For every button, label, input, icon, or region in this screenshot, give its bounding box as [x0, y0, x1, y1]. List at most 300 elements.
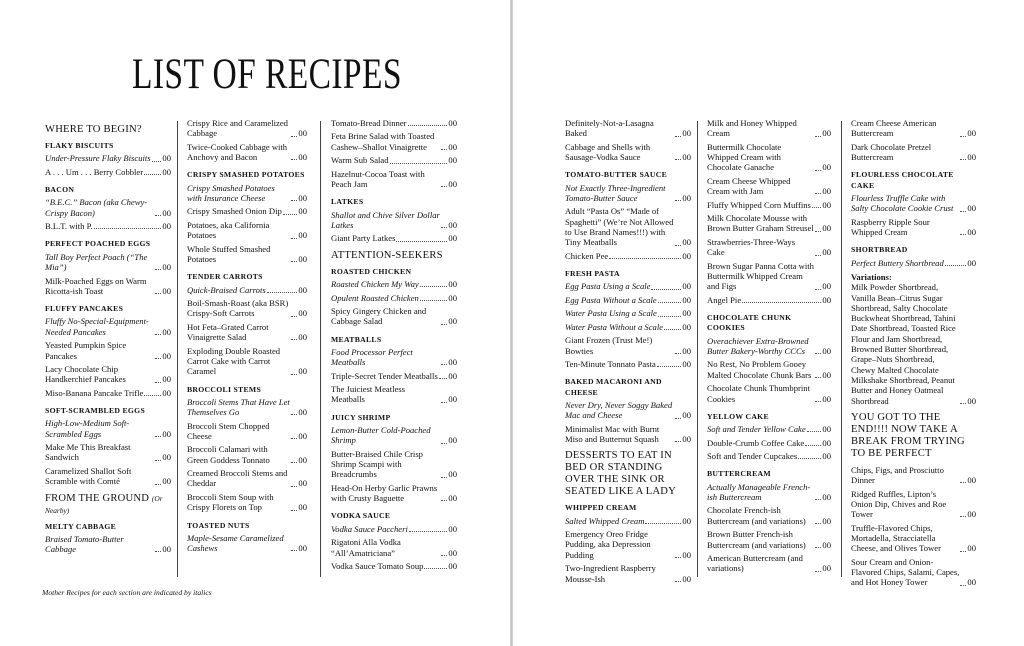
page-number: 00 [682, 250, 691, 261]
recipe-name: A . . . Um . . . Berry Cobbler [45, 166, 144, 177]
recipe-name: Giant Frozen (Trust Me!) Bowties [565, 335, 653, 356]
recipe-group-heading: SHORTBREAD [851, 245, 908, 255]
dot-leader [805, 445, 821, 446]
page-number: 00 [162, 544, 171, 555]
dot-leader [291, 316, 297, 317]
recipe-entry [45, 388, 171, 398]
recipe-name: Caramelized Shallot Soft Scramble with Comté [45, 465, 132, 487]
recipe-entry [707, 176, 831, 197]
column-divider [697, 121, 698, 577]
page-number: 00 [448, 394, 457, 405]
dot-leader [960, 211, 966, 212]
page-number: 00 [822, 223, 831, 234]
recipe-name: American Buttercream (and variations) [707, 553, 803, 574]
recipe-group-heading: BROCCOLI STEMS [187, 384, 262, 394]
dot-leader [155, 215, 161, 216]
page-number: 00 [967, 509, 976, 520]
dot-leader [155, 436, 161, 437]
recipe-group-heading: MELTY CABBAGE [45, 521, 117, 531]
recipe-entry [707, 261, 831, 292]
dot-leader [815, 289, 821, 290]
footnote: Mother Recipes for each section are indicated by italics [42, 588, 212, 597]
dot-leader [675, 159, 681, 160]
page-number: 00 [682, 549, 691, 560]
page-number: 00 [162, 326, 171, 337]
recipe-entry [851, 523, 976, 554]
recipe-entry [565, 424, 691, 445]
recipe-name: Strawberries-Three-Ways Cake [707, 236, 796, 258]
page-number: 00 [448, 469, 457, 480]
recipe-name: Whole Stuffed Smashed Potatoes [187, 243, 271, 265]
page-number: 00 [682, 308, 691, 319]
dot-leader [291, 510, 297, 511]
dot-leader [291, 136, 297, 137]
page-number: 00 [822, 369, 831, 380]
recipe-name: Tomato-Bread Dinner [331, 118, 407, 128]
recipe-group-heading: PERFECT POACHED EGGS [45, 239, 151, 249]
dot-leader [441, 500, 447, 501]
recipe-entry [187, 220, 307, 241]
recipe-entry [187, 468, 307, 489]
page-number: 00 [967, 475, 976, 486]
recipe-entry [851, 118, 976, 139]
column-divider [320, 121, 321, 577]
recipe-name: Double-Crumb Coffee Cake [707, 437, 805, 448]
recipe-name: Chocolate French-ish Buttercream (and variations) [707, 505, 806, 526]
dot-leader [960, 585, 966, 586]
recipe-name: Definitely-Not-a-Lasagna Baked [565, 118, 654, 139]
recipe-name: Feta Brine Salad with Toasted Cashew–Shallot Vinaigrette [331, 131, 435, 152]
recipe-entry [565, 516, 691, 526]
recipe-entry [331, 293, 457, 303]
page-number: 00 [298, 254, 307, 265]
recipe-name: Water Pasta Using a Scale [565, 308, 657, 319]
recipe-name: Sour Cream and Onion-Flavored Chips, Salami, Capes, and Hot Honey Tower [851, 556, 960, 588]
dot-leader [798, 458, 821, 459]
page-number: 00 [822, 186, 831, 197]
page-number: 00 [298, 230, 307, 241]
dot-leader [815, 499, 821, 500]
dot-leader [390, 163, 448, 164]
recipe-name: Fluffy Whipped Corn Muffins [707, 199, 811, 210]
recipe-name: Broccoli Stem Chopped Cheese [187, 420, 270, 441]
dot-leader [651, 289, 681, 290]
recipe-entry [331, 210, 457, 231]
recipe-entry [565, 563, 691, 584]
page-number: 00 [298, 407, 307, 418]
recipe-name: Under-Pressure Flaky Biscuits [45, 153, 151, 164]
dot-leader [815, 170, 821, 171]
page-number: 00 [162, 285, 171, 296]
dot-leader [291, 414, 297, 415]
recipe-column [187, 118, 307, 557]
page-number: 00 [162, 374, 171, 385]
recipe-group-heading: CRISPY SMASHED POTATOES [187, 170, 305, 180]
page-number: 00 [822, 128, 831, 139]
dot-leader [675, 136, 681, 137]
dot-leader [441, 186, 447, 187]
recipe-name: Water Pasta Without a Scale [565, 321, 664, 332]
recipe-column [707, 118, 831, 577]
dot-leader [657, 366, 682, 367]
page-number: 00 [448, 219, 457, 230]
dot-leader [815, 136, 821, 137]
page-number: 00 [967, 128, 976, 139]
recipe-entry [331, 169, 457, 190]
recipe-name: Hazelnut-Cocoa Toast with Peach Jam [331, 168, 425, 190]
page-number: 00 [682, 434, 691, 445]
dot-leader [155, 269, 161, 270]
section-heading: FROM THE GROUND (Or Nearby) [45, 492, 163, 515]
recipe-name: Milk and Honey Whipped Cream [707, 118, 797, 139]
dot-leader [609, 258, 681, 259]
page-number: 00 [162, 153, 171, 164]
recipe-name: Truffle-Flavored Chips, Mortadella, Stracciatella Cheese, and Olives Tower [851, 522, 941, 554]
page-number: 00 [822, 162, 831, 173]
dot-leader [155, 460, 161, 461]
recipe-entry [565, 529, 691, 560]
recipe-name: Hot Feta–Grated Carrot Vinaigrette Salad [187, 321, 269, 343]
recipe-entry [851, 282, 976, 406]
recipe-entry [331, 384, 457, 405]
recipe-name: Crispy Smashed Potatoes with Insurance Cheese [187, 182, 275, 203]
column-divider [841, 121, 842, 577]
page-number: 00 [448, 155, 457, 166]
page-number: 00 [967, 395, 976, 406]
recipe-name: Butter-Braised Chile Crisp Shrimp Scampi with Breadcrumbs [331, 448, 423, 480]
dot-leader [675, 200, 681, 201]
page-number: 00 [448, 561, 457, 572]
dot-leader [291, 261, 297, 262]
page-number: 00 [967, 257, 976, 268]
recipe-group-heading: TENDER CARROTS [187, 272, 263, 282]
dot-leader [144, 395, 161, 396]
recipe-name: Flourless Truffle Cake with Salty Chocolate Cookie Crust [851, 192, 954, 214]
dot-leader [960, 516, 966, 517]
left-page [0, 0, 511, 646]
recipe-entry [331, 233, 457, 243]
page-number: 00 [822, 294, 831, 305]
recipe-entry [45, 466, 171, 487]
recipe-name: Chips, Figs, and Prosciutto Dinner [851, 464, 944, 486]
page-number: 00 [967, 577, 976, 588]
dot-leader [675, 353, 681, 354]
dot-leader [815, 377, 821, 378]
recipe-name: Overachiever Extra-Browned Butter Bakery-Worthy CCCs [707, 335, 809, 356]
recipe-name: Soft and Tender Yellow Cake [707, 424, 806, 435]
page-number: 00 [162, 452, 171, 463]
recipe-name: Cabbage and Shells with Sausage-Vodka Sauce [565, 141, 651, 163]
page-title: LIST OF RECIPES [132, 51, 402, 98]
recipe-name: High-Low-Medium Soft-Scrambled Eggs [45, 418, 130, 439]
recipe-name: Egg Pasta Using a Scale [565, 281, 651, 292]
recipe-name: Salted Whipped Cream [565, 515, 645, 526]
recipe-name: Ridged Ruffles, Lipton’s Onion Dip, Chives and Roe Tower [851, 488, 947, 520]
recipe-entry [331, 279, 457, 289]
recipe-column [45, 118, 171, 558]
recipe-name: Vodka Sauce Tomato Soup [331, 561, 424, 572]
page-number: 00 [967, 227, 976, 238]
dot-leader [815, 255, 821, 256]
recipe-entry [707, 142, 831, 173]
dot-leader [155, 551, 161, 552]
dot-leader [815, 571, 821, 572]
recipe-group-heading: BACON [45, 185, 75, 195]
recipe-entry [331, 561, 457, 571]
recipe-group-heading: TOASTED NUTS [187, 520, 250, 530]
recipe-name: Braised Tomato-Butter Cabbage [45, 533, 124, 555]
dot-leader [815, 523, 821, 524]
recipe-entry [187, 285, 307, 295]
recipe-entry [565, 400, 691, 421]
recipe-entry [45, 221, 171, 231]
dot-leader [945, 265, 967, 266]
recipe-entry [565, 206, 691, 247]
dot-leader [441, 477, 447, 478]
dot-leader [144, 174, 161, 175]
page-number: 00 [162, 476, 171, 487]
section-heading: ATTENTION-SEEKERS [331, 249, 443, 261]
recipe-entry [565, 295, 691, 305]
section-heading: DESSERTS TO EAT IN BED OR STANDING OVER THE SINK OR SEATED LIKE A LADY [565, 450, 676, 498]
dot-leader [441, 555, 447, 556]
dot-leader [291, 438, 297, 439]
recipe-entry [45, 534, 171, 555]
recipe-entry [331, 347, 457, 368]
recipe-name: Actually Manageable French-ish Buttercream [707, 481, 811, 502]
recipe-entry [331, 131, 457, 152]
page-number: 00 [162, 221, 171, 232]
recipe-entry [45, 340, 171, 361]
recipe-name: Crispy Rice and Caramelized Cabbage [187, 118, 288, 139]
recipe-entry [707, 482, 831, 503]
recipe-name: Crispy Smashed Onion Dip [187, 206, 282, 217]
recipe-name: Chocolate Chunk Thumbprint Cookies [707, 383, 810, 404]
page-number: 00 [448, 493, 457, 504]
recipe-entry [707, 553, 831, 574]
recipe-name: Food Processor Perfect Meatballs [331, 346, 413, 368]
recipe-name: Adult “Pasta Os” “Made of Spaghetti” (We’re Not Allowed to Use Brand Names!!!) with Tiny Meatballs [565, 206, 674, 248]
recipe-name: Tall Boy Perfect Poach (“The Mia”) [45, 251, 148, 273]
recipe-entry [851, 465, 976, 486]
page-number: 00 [822, 424, 831, 435]
page-number: 00 [682, 410, 691, 421]
recipe-entry [45, 252, 171, 273]
recipe-name: Angel Pie [707, 294, 742, 305]
dot-leader [155, 334, 161, 335]
page-number: 00 [162, 207, 171, 218]
dot-leader [441, 364, 447, 365]
recipe-name: Creamed Broccoli Stems and Cheddar [187, 468, 288, 489]
recipe-name: Broccoli Calamari with Green Goddess Tonnato [187, 444, 270, 465]
recipe-entry [187, 444, 307, 465]
recipe-name: Egg Pasta Without a Scale [565, 294, 657, 305]
right-page [513, 0, 1024, 646]
recipe-entry [851, 193, 976, 214]
page-number: 00 [448, 316, 457, 327]
dot-leader [441, 402, 447, 403]
recipe-name: Cream Cheese American Buttercream [851, 118, 937, 139]
page-number: 00 [822, 393, 831, 404]
page-number: 00 [967, 203, 976, 214]
page-number: 00 [448, 547, 457, 558]
section-heading: YOU GOT TO THE END!!!! NOW TAKE A BREAK FROM TRYING TO BE PERFECT [851, 411, 965, 459]
page-number: 00 [448, 523, 457, 534]
dot-leader [960, 403, 966, 404]
dot-leader [155, 382, 161, 383]
recipe-group-heading: YELLOW CAKE [707, 411, 769, 421]
recipe-entry [187, 322, 307, 343]
dot-leader [815, 547, 821, 548]
page-number: 00 [682, 281, 691, 292]
recipe-entry [187, 142, 307, 163]
recipe-entry [187, 397, 307, 418]
recipe-entry [707, 213, 831, 234]
dot-leader [441, 443, 447, 444]
page-number: 00 [822, 563, 831, 574]
recipe-name: B.L.T. with P. [45, 221, 93, 232]
recipe-entry [331, 524, 457, 534]
recipe-entry [45, 153, 171, 163]
dot-leader [291, 200, 297, 201]
dot-leader [658, 316, 682, 317]
dot-leader [960, 482, 966, 483]
page-number: 00 [448, 179, 457, 190]
recipe-name: Miso-Banana Pancake Trifle [45, 387, 144, 398]
page-number: 00 [682, 321, 691, 332]
recipe-name: Lacy Chocolate Chip Handkerchief Pancakes [45, 363, 126, 385]
page-number: 00 [298, 192, 307, 203]
recipe-entry [187, 183, 307, 204]
recipe-entry [45, 167, 171, 177]
recipe-name: Lemon-Butter Cold-Poached Shrimp [331, 425, 431, 446]
recipe-entry [331, 371, 457, 381]
recipe-entry [187, 346, 307, 377]
recipe-entry [707, 424, 831, 434]
page-number: 00 [298, 332, 307, 343]
page-number: 00 [448, 141, 457, 152]
dot-leader [960, 159, 966, 160]
dot-leader [420, 300, 448, 301]
recipe-group-heading: TOMATO-BUTTER SAUCE [565, 170, 668, 180]
page-number: 00 [298, 206, 307, 217]
page-number: 00 [298, 284, 307, 295]
recipe-entry [565, 118, 691, 139]
recipe-entry [45, 364, 171, 385]
recipe-name: Shallot and Chive Silver Dollar Latkes [331, 209, 440, 230]
dot-leader [815, 193, 821, 194]
recipe-entry [851, 489, 976, 520]
recipe-name: Brown Sugar Panna Cotta with Buttermilk Whipped Cream and Figs [707, 260, 814, 292]
dot-leader [94, 228, 162, 229]
dot-leader [441, 324, 447, 325]
page-number: 00 [682, 152, 691, 163]
recipe-entry [45, 197, 171, 218]
page-number: 00 [448, 435, 457, 446]
dot-leader [424, 568, 447, 569]
recipe-group-heading: BAKED MACARONI AND CHEESE [565, 377, 662, 397]
recipe-entry [707, 529, 831, 550]
page-number: 00 [822, 451, 831, 462]
recipe-name: Head-On Herby Garlic Prawns with Crusty Baguette [331, 482, 438, 504]
recipe-name: Twice-Cooked Cabbage with Anchovy and Bacon [187, 141, 288, 163]
recipe-entry [707, 237, 831, 258]
page-number: 00 [448, 357, 457, 368]
dot-leader [441, 149, 447, 150]
page-number: 00 [822, 437, 831, 448]
dot-leader [675, 557, 681, 558]
dot-leader [815, 231, 821, 232]
dot-leader [675, 245, 681, 246]
recipe-group-heading: JUICY SHRIMP [331, 412, 391, 422]
recipe-name: Triple-Secret Tender Meatballs [331, 370, 438, 381]
dot-leader [291, 374, 297, 375]
page-number: 00 [682, 573, 691, 584]
recipe-name: Milk Chocolate Mousse with Brown Butter Graham Streusel [707, 213, 814, 234]
recipe-entry [45, 442, 171, 463]
recipe-entry [707, 505, 831, 526]
variations-label: Variations: [851, 271, 892, 282]
recipe-name: Exploding Double Roasted Carrot Cake with Carrot Caramel [187, 345, 281, 377]
dot-leader [267, 292, 298, 293]
recipe-name: Potatoes, aka California Potatoes [187, 219, 270, 241]
recipe-name: Broccoli Stem Soup with Crispy Florets on Top [187, 491, 274, 513]
recipe-entry [45, 276, 171, 297]
dot-leader [815, 401, 821, 402]
recipe-name: Never Dry, Never Soggy Baked Mac and Cheese [565, 400, 673, 421]
dot-leader [675, 441, 681, 442]
page-number: 00 [298, 502, 307, 513]
recipe-entry [707, 359, 831, 380]
dot-leader [408, 125, 448, 126]
recipe-name: Spicy Gingery Chicken and Cabbage Salad [331, 305, 427, 327]
page-number: 00 [162, 262, 171, 273]
recipe-entry [851, 142, 976, 163]
recipe-name: The Juiciest Meatless Meatballs [331, 384, 405, 405]
recipe-column [565, 118, 691, 587]
recipe-group-heading: FLUFFY PANCAKES [45, 304, 124, 314]
dot-leader [815, 353, 821, 354]
recipe-entry [707, 438, 831, 448]
recipe-entry [45, 316, 171, 337]
recipe-group-heading: CHOCOLATE CHUNK COOKIES [707, 313, 792, 333]
recipe-entry [565, 359, 691, 369]
dot-leader [439, 378, 448, 379]
dot-leader [291, 238, 297, 239]
page-number: 00 [298, 430, 307, 441]
page-number: 00 [682, 192, 691, 203]
recipe-entry [331, 306, 457, 327]
dot-leader [155, 293, 161, 294]
recipe-name: Ten-Minute Tonnato Pasta [565, 359, 656, 370]
recipe-entry [707, 336, 831, 357]
page-number: 00 [298, 366, 307, 377]
dot-leader [658, 302, 682, 303]
dot-leader [291, 486, 297, 487]
dot-leader [960, 551, 966, 552]
recipe-group-heading: ROASTED CHICKEN [331, 266, 412, 276]
page-number: 00 [448, 118, 457, 128]
recipe-column [331, 118, 457, 575]
page-number: 00 [822, 281, 831, 292]
dot-leader [441, 227, 447, 228]
recipe-name: Make Me This Breakfast Sandwich [45, 442, 131, 463]
recipe-name: Rigatoni Alla Vodka “All’Amatriciana” [331, 537, 401, 558]
page-number: 00 [967, 543, 976, 554]
page-number: 00 [162, 428, 171, 439]
recipe-entry [851, 258, 976, 268]
page-number: 00 [298, 152, 307, 163]
